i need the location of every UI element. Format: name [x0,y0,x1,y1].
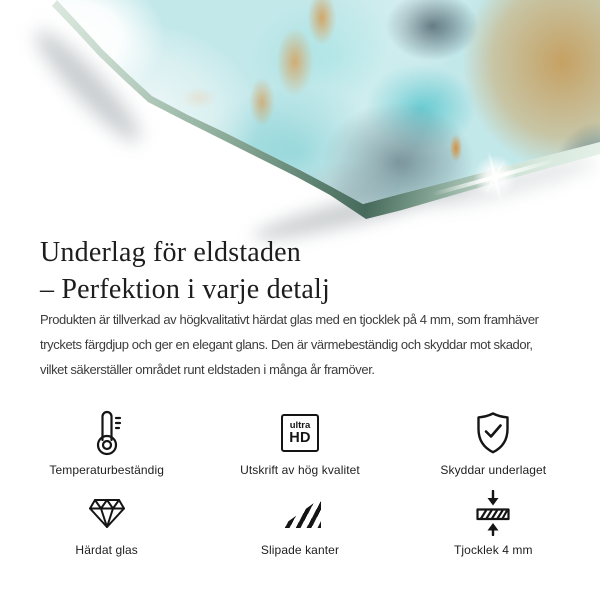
ultra-hd-text-top: ultra [289,420,311,431]
description-line: vilket säkerställer området runt eldstaden i många år framöver. [40,362,375,377]
product-photo [0,0,600,240]
sparkle-glow [473,155,517,199]
feature-label: Skyddar underlaget [440,463,547,477]
page-title-line2: – Perfektion i varje detalj [40,274,330,305]
feature-protects-surface [397,398,590,478]
ultra-hd-icon [281,410,319,456]
beveled-edges-icon [279,490,321,536]
thermometer-icon [92,410,122,456]
page-title-line1: Underlag för eldstaden [40,237,301,268]
feature-tempered-glass [10,478,203,558]
shield-check-icon [474,410,512,456]
feature-print-quality [203,398,396,478]
description-line: tryckets färgdjup och ger en elegant glans. Den är värmebeständig och skyddar mot skador, [40,337,533,352]
feature-label: Temperaturbeständig [49,463,164,477]
feature-label: Utskrift av hög kvalitet [240,463,360,477]
feature-thickness [397,478,590,558]
feature-polished-edges [203,478,396,558]
feature-temperature [10,398,203,478]
thickness-4mm-icon [475,490,511,536]
page-title [40,234,330,308]
product-description [40,307,539,382]
description-line: Produkten är tillverkad av högkvalitativt härdat glas med en tjocklek på 4 mm, som framhäver [40,312,539,327]
feature-label: Slipade kanter [260,543,340,557]
diamond-icon [87,490,127,536]
feature-label: Härdat glas [75,543,138,557]
ultra-hd-text-bottom: HD [289,430,311,446]
feature-label: Tjocklek 4 mm [453,543,533,557]
feature-grid [10,398,590,558]
